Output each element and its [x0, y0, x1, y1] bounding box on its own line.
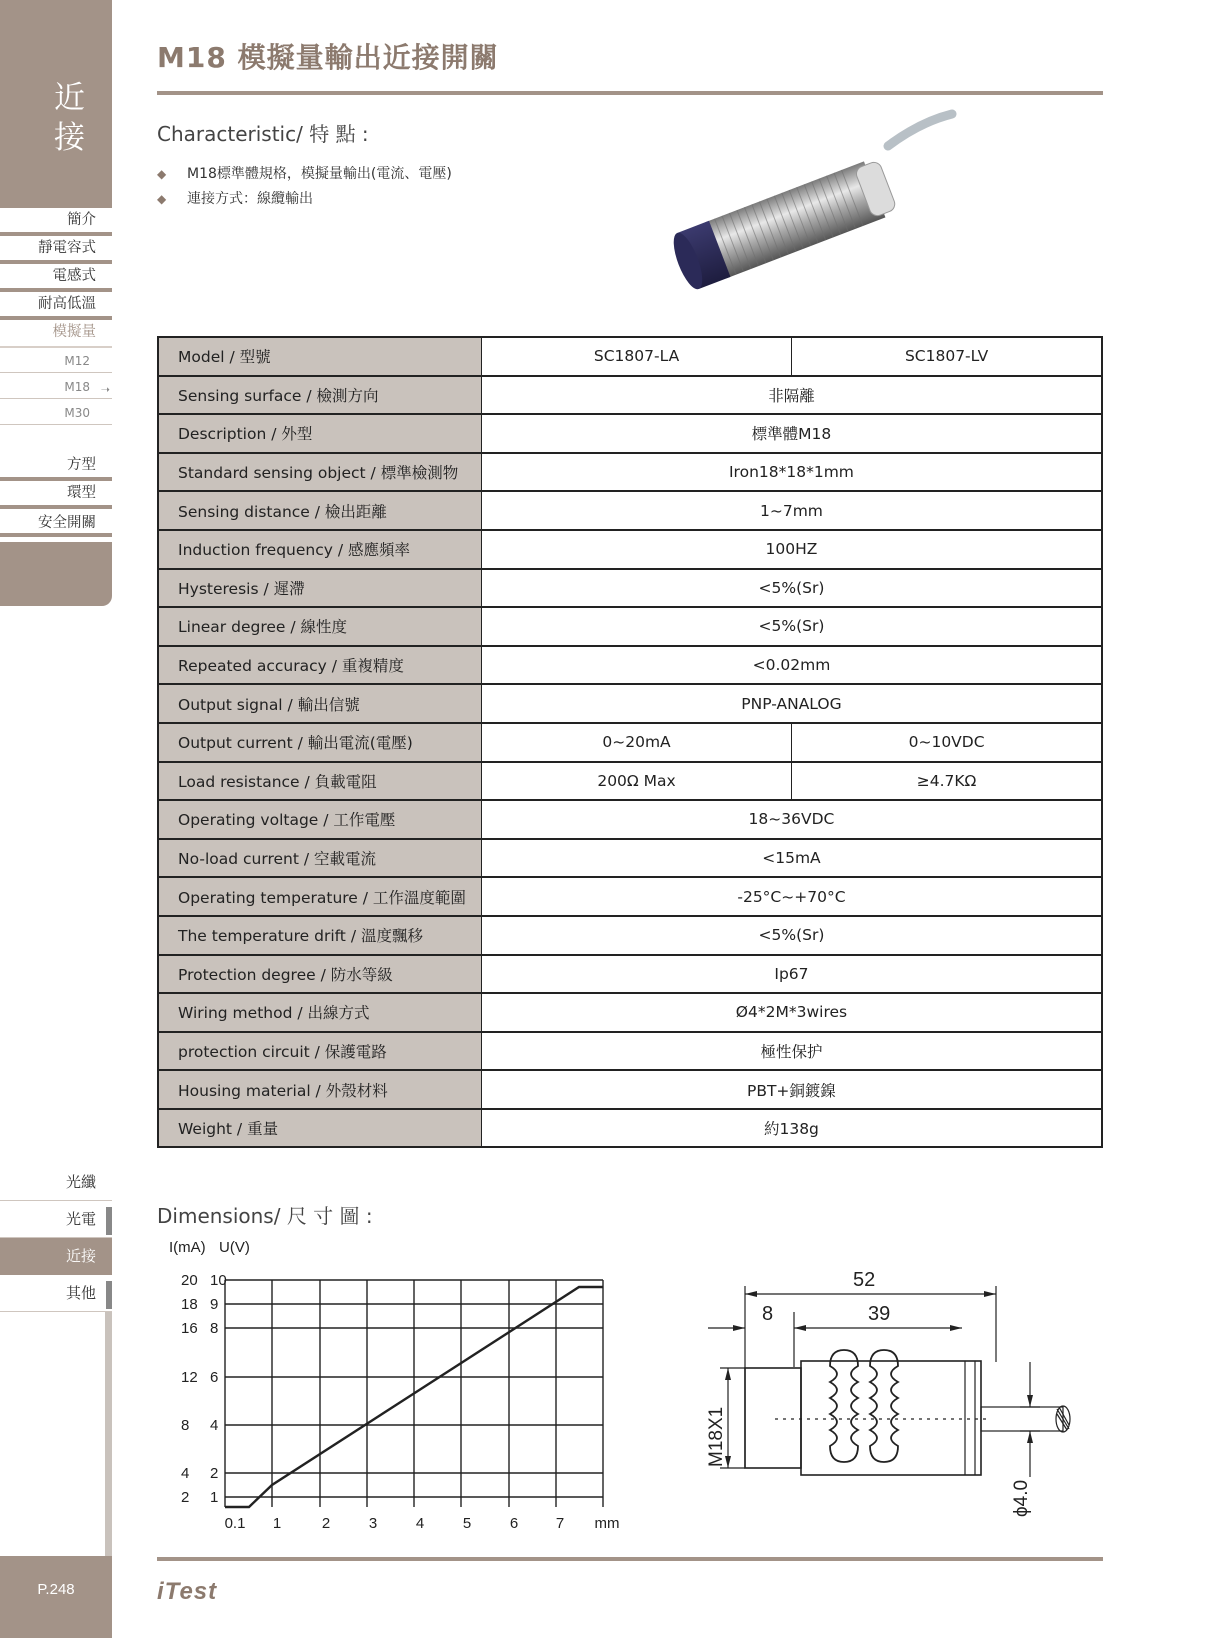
- table-row: [158, 684, 1102, 723]
- dim-mid: 39: [868, 1303, 891, 1325]
- x-tick: 5: [462, 1515, 472, 1532]
- spec-value: <5%(Sr): [481, 569, 1102, 608]
- axis-label-v: U(V): [219, 1239, 250, 1256]
- spec-label: Operating voltage / 工作電壓: [158, 800, 481, 839]
- sub-item-label: M30: [64, 406, 90, 420]
- section-nav: [0, 1164, 112, 1312]
- menu-footer-block: [0, 542, 112, 606]
- side-menu: [0, 208, 112, 537]
- sub-item-m18[interactable]: [0, 374, 112, 400]
- menu-item-high-low-temp[interactable]: 耐高低溫: [0, 292, 112, 320]
- footer-rule: [157, 1557, 1103, 1561]
- table-row: [158, 800, 1102, 839]
- y-tick-ma: 18: [181, 1296, 198, 1313]
- spec-label: Hysteresis / 遲滯: [158, 569, 481, 608]
- table-row: [158, 839, 1102, 878]
- nav-proximity[interactable]: 近接: [0, 1238, 112, 1275]
- spec-value: Iron18*18*1mm: [481, 453, 1102, 492]
- spec-value: <15mA: [481, 839, 1102, 878]
- spec-label: The temperature drift / 溫度飄移: [158, 916, 481, 955]
- spec-value: 100HZ: [481, 530, 1102, 569]
- table-row: [158, 993, 1102, 1032]
- nav-label: 其他: [65, 1284, 96, 1302]
- spec-value: PNP-ANALOG: [481, 684, 1102, 723]
- table-row: [158, 607, 1102, 646]
- table-row: [158, 916, 1102, 955]
- spec-value: <5%(Sr): [481, 916, 1102, 955]
- spec-value: 1~7mm: [481, 491, 1102, 530]
- brand-logo: iTest: [157, 1578, 218, 1605]
- title-rule: [157, 91, 1103, 95]
- sub-item-label: M12: [64, 354, 90, 368]
- spec-value: 0~20mA: [481, 723, 791, 762]
- spec-value: 約138g: [481, 1109, 1102, 1148]
- y-tick-v: 9: [210, 1296, 219, 1313]
- spec-label: Housing material / 外殼材料: [158, 1070, 481, 1109]
- dimensions-heading: Dimensions/ 尺 寸 圖 :: [157, 1204, 373, 1228]
- nav-photoelectric[interactable]: [0, 1201, 112, 1238]
- nav-other[interactable]: [0, 1275, 112, 1312]
- y-tick-ma: 16: [181, 1320, 198, 1337]
- spec-value: 標準體M18: [481, 414, 1102, 453]
- spec-label: Output signal / 輸出信號: [158, 684, 481, 723]
- product-photo: [640, 108, 960, 308]
- y-tick-ma: 20: [181, 1272, 198, 1289]
- page-title: M18 模擬量輸出近接開關: [157, 41, 499, 74]
- sub-item-m30[interactable]: [0, 400, 112, 426]
- diamond-bullet-icon: ◆: [157, 167, 167, 181]
- spec-label: Load resistance / 負載電阻: [158, 762, 481, 801]
- spec-value: 極性保护: [481, 1032, 1102, 1071]
- nav-marker: [106, 1281, 112, 1309]
- dim-thread: M18X1: [706, 1406, 727, 1467]
- spec-label: Sensing distance / 檢出距離: [158, 491, 481, 530]
- x-tick: 0.1: [224, 1515, 246, 1532]
- spec-label: Repeated accuracy / 重複精度: [158, 646, 481, 685]
- table-row: [158, 491, 1102, 530]
- spec-value: Ø4*2M*3wires: [481, 993, 1102, 1032]
- feature-text: M18標準體規格，模擬量輸出(電流、電壓): [187, 166, 452, 182]
- table-row: [158, 1070, 1102, 1109]
- spec-value: <5%(Sr): [481, 607, 1102, 646]
- menu-item-inductive[interactable]: 電感式: [0, 264, 112, 292]
- axis-label-ma: I(mA): [169, 1239, 206, 1256]
- spec-value: 非隔離: [481, 376, 1102, 415]
- spec-label: Weight / 重量: [158, 1109, 481, 1148]
- y-tick-ma: 2: [181, 1489, 190, 1506]
- spec-label: Standard sensing object / 標準檢測物: [158, 453, 481, 492]
- nav-marker: [106, 1207, 112, 1235]
- sub-item-label: M18: [64, 380, 90, 394]
- spec-value: Ip67: [481, 955, 1102, 994]
- feature-list: [157, 162, 452, 212]
- y-tick-ma: 8: [181, 1417, 190, 1434]
- spec-label: Wiring method / 出線方式: [158, 993, 481, 1032]
- y-tick-ma: 4: [181, 1465, 190, 1482]
- x-tick: 3: [368, 1515, 378, 1532]
- spec-label: Description / 外型: [158, 414, 481, 453]
- sub-item-m12[interactable]: [0, 348, 112, 374]
- menu-item-square[interactable]: 方型: [0, 453, 112, 481]
- model-b: SC1807-LV: [792, 337, 1102, 376]
- spec-value: -25°C~+70°C: [481, 877, 1102, 916]
- spec-label: Model / 型號: [158, 337, 481, 376]
- table-row: [158, 877, 1102, 916]
- x-tick: 7: [555, 1515, 565, 1532]
- page-number-block: [0, 1556, 112, 1638]
- spec-value: <0.02mm: [481, 646, 1102, 685]
- model-a: SC1807-LA: [481, 337, 791, 376]
- diamond-bullet-icon: ◆: [157, 192, 167, 206]
- feature-item: [157, 187, 452, 212]
- y-tick-v: 10: [210, 1272, 227, 1289]
- y-tick-v: 8: [210, 1320, 219, 1337]
- y-tick-ma: 12: [181, 1369, 198, 1386]
- table-row: [158, 1032, 1102, 1071]
- spec-label: Protection degree / 防水等級: [158, 955, 481, 994]
- rail-divider: [105, 1312, 112, 1558]
- spec-label: Induction frequency / 感應頻率: [158, 530, 481, 569]
- x-tick: 2: [321, 1515, 331, 1532]
- table-row: [158, 337, 1102, 376]
- table-row: [158, 646, 1102, 685]
- spec-label: Operating temperature / 工作溫度範圍: [158, 877, 481, 916]
- spec-label: No-load current / 空載電流: [158, 839, 481, 878]
- characteristic-heading: Characteristic/ 特 點 :: [157, 122, 369, 146]
- page-number: P.248: [37, 1581, 75, 1598]
- y-tick-v: 1: [210, 1489, 219, 1506]
- table-row: [158, 530, 1102, 569]
- table-row: [158, 723, 1102, 762]
- menu-item-capacitive[interactable]: 靜電容式: [0, 236, 112, 264]
- menu-item-safety[interactable]: 安全開關: [0, 509, 112, 537]
- spec-value: ≥4.7KΩ: [792, 762, 1102, 801]
- spec-value: 0~10VDC: [792, 723, 1102, 762]
- spec-value: PBT+銅鍍鎳: [481, 1070, 1102, 1109]
- dim-cable: ϕ4.0: [1011, 1479, 1032, 1517]
- x-tick: 6: [509, 1515, 519, 1532]
- table-row: [158, 569, 1102, 608]
- category-banner: [0, 0, 112, 208]
- spec-value: 18~36VDC: [481, 800, 1102, 839]
- y-tick-v: 4: [210, 1417, 219, 1434]
- table-row: [158, 376, 1102, 415]
- x-tick: 1: [272, 1515, 282, 1532]
- menu-item-intro[interactable]: 簡介: [0, 208, 112, 236]
- spec-label: Output current / 輸出電流(電壓): [158, 723, 481, 762]
- category-title: 近 接: [54, 80, 85, 156]
- spec-label: protection circuit / 保護電路: [158, 1032, 481, 1071]
- feature-item: [157, 162, 452, 187]
- spec-label: Linear degree / 線性度: [158, 607, 481, 646]
- current-arrow-icon: ➝: [100, 383, 110, 396]
- feature-text: 連接方式：線纜輸出: [187, 191, 313, 207]
- spec-value: 200Ω Max: [481, 762, 791, 801]
- y-tick-v: 2: [210, 1465, 219, 1482]
- dim-total: 52: [853, 1269, 876, 1291]
- nav-fiber[interactable]: 光纖: [0, 1164, 112, 1201]
- menu-item-analog[interactable]: 模擬量: [0, 320, 112, 348]
- x-tick: mm: [594, 1515, 620, 1532]
- dim-left: 8: [762, 1303, 774, 1325]
- nav-label: 光電: [65, 1210, 96, 1228]
- table-row: [158, 1109, 1102, 1148]
- y-tick-v: 6: [210, 1369, 219, 1386]
- table-row: [158, 414, 1102, 453]
- output-graph: [157, 1232, 657, 1542]
- spec-table: [157, 336, 1103, 1148]
- x-tick: 4: [415, 1515, 425, 1532]
- dimension-drawing: [700, 1262, 1100, 1532]
- table-row: [158, 955, 1102, 994]
- menu-item-ring[interactable]: 環型: [0, 481, 112, 509]
- table-row: [158, 453, 1102, 492]
- spec-label: Sensing surface / 檢測方向: [158, 376, 481, 415]
- table-row: [158, 762, 1102, 801]
